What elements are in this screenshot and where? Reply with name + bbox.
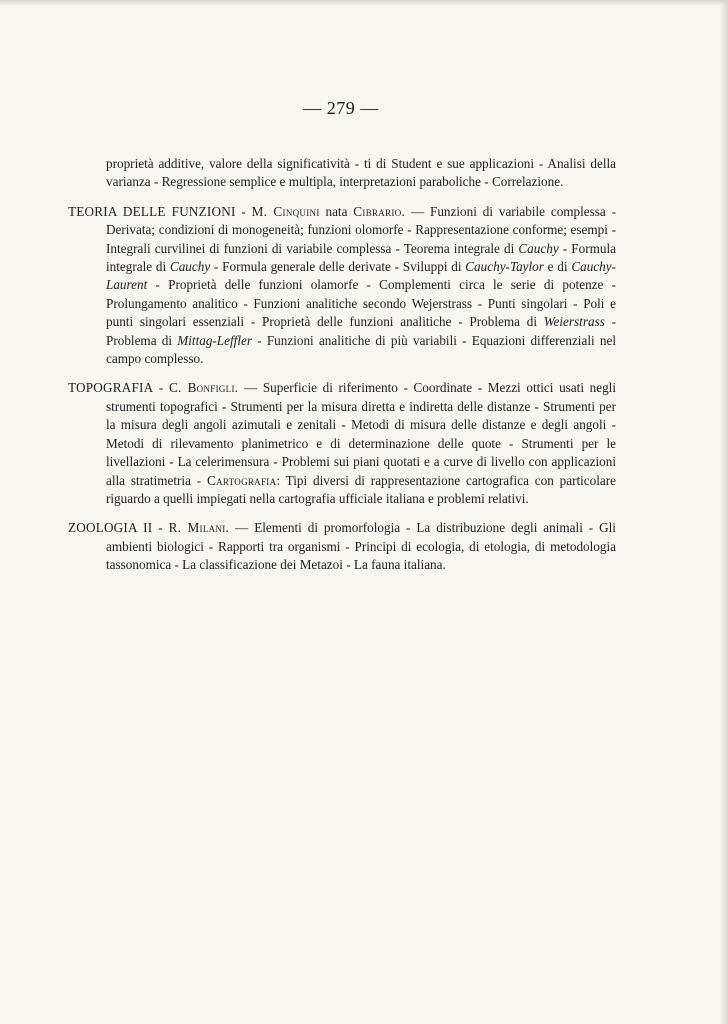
course-description xyxy=(106,204,616,366)
course-teacher: M. Cinquini xyxy=(251,203,320,219)
description-text: Elementi di promorfologia - La distribuzione degli animali - Gli ambienti biologici - Rapporti tra organismi - Principi di ecologia, di etologia, di metodologia tassonomica - La classificazione dei Metazoi - La fauna italiana. xyxy=(106,520,616,573)
course-list xyxy=(68,155,616,586)
course-entry-topografia xyxy=(68,379,616,508)
page-number: — 279 — xyxy=(303,98,379,118)
description-text: Funzioni di variabile complessa - Derivata; condizioni di monogeneità; funzioni olomorfe - Rappresentazione conforme; esempi - Integrali curvilinei di funzioni di variabile complessa - Teorema integrale di xyxy=(106,203,617,256)
course-subject: ZOOLOGIA II xyxy=(68,520,153,536)
intro-continuation: proprietà additive, valore della significatività - ti di Student e sue applicazioni - Analisi della varianza - Regressione semplice e multipla, interpretazioni paraboliche - Correlazione. xyxy=(106,156,616,190)
course-teacher-maiden-name: Cibrario. xyxy=(353,203,406,219)
italic-name: Weierstrass xyxy=(543,314,605,330)
course-teacher: C. Bonfigli. xyxy=(168,380,239,396)
course-subject: TOPOGRAFIA xyxy=(68,380,154,396)
italic-name: Cauchy xyxy=(169,259,211,275)
course-teacher: R. Milani. xyxy=(168,520,230,536)
separator: - xyxy=(152,520,169,536)
separator: - xyxy=(235,203,252,219)
italic-name: Cauchy-Laurent xyxy=(106,259,616,293)
section-label: Cartografia xyxy=(206,472,277,488)
italic-name: Cauchy-Taylor xyxy=(465,259,544,275)
description-text: - Proprietà delle funzioni olamorfe - Complementi circa le serie di potenze - Prolungamento analitico - Funzioni analitiche secondo Wejerstrass - Punti singolari - Poli e punti singolari essenziali - Proprietà delle funzioni analitiche - Problema di xyxy=(106,277,616,330)
description-text: - Formula generale delle derivate - Sviluppi di xyxy=(210,259,466,275)
course-entry-zoologia xyxy=(68,519,616,574)
scan-edge-right xyxy=(720,0,728,1024)
em-dash: — xyxy=(238,380,263,396)
course-entry-teoria-funzioni xyxy=(68,203,616,369)
course-description xyxy=(106,380,616,505)
description-text: e di xyxy=(543,259,572,275)
italic-name: Mittag-Leffler xyxy=(177,332,252,348)
italic-name: Cauchy xyxy=(518,240,559,256)
course-subject: TEORIA DELLE FUNZIONI xyxy=(68,203,236,219)
em-dash: — xyxy=(405,203,430,219)
separator: - xyxy=(153,380,169,396)
description-text: - Problema di xyxy=(106,314,616,348)
scan-edge-top xyxy=(0,0,728,6)
description-text: : Tipi diversi di rappresentazione cartografica con particolare riguardo a quelli impiegati nella cartografia ufficiale italiana e problemi relativi. xyxy=(106,472,617,506)
description-text: - Formula integrale di xyxy=(106,240,616,275)
em-dash: — xyxy=(229,520,255,536)
description-text: Superficie di riferimento - Coordinate - Mezzi ottici usati negli strumenti topografici - Strumenti per la misura diretta e indiretta delle distanze - Strumenti per la misura degli angoli azimutali e zenitali - Metodi di misura delle distanze e degli angoli - Metodi di rilevamento planimetrico e di determinazione delle quote - Strumenti per le livellazioni - La celerimensura - Problemi sui piani quotati e a curve di livello con applicazioni alla stratimetria - xyxy=(106,380,616,488)
teacher-extra: nata xyxy=(319,203,354,219)
description-text: - Funzioni analitiche di più variabili - Equazioni differenziali nel campo complesso. xyxy=(106,332,616,367)
